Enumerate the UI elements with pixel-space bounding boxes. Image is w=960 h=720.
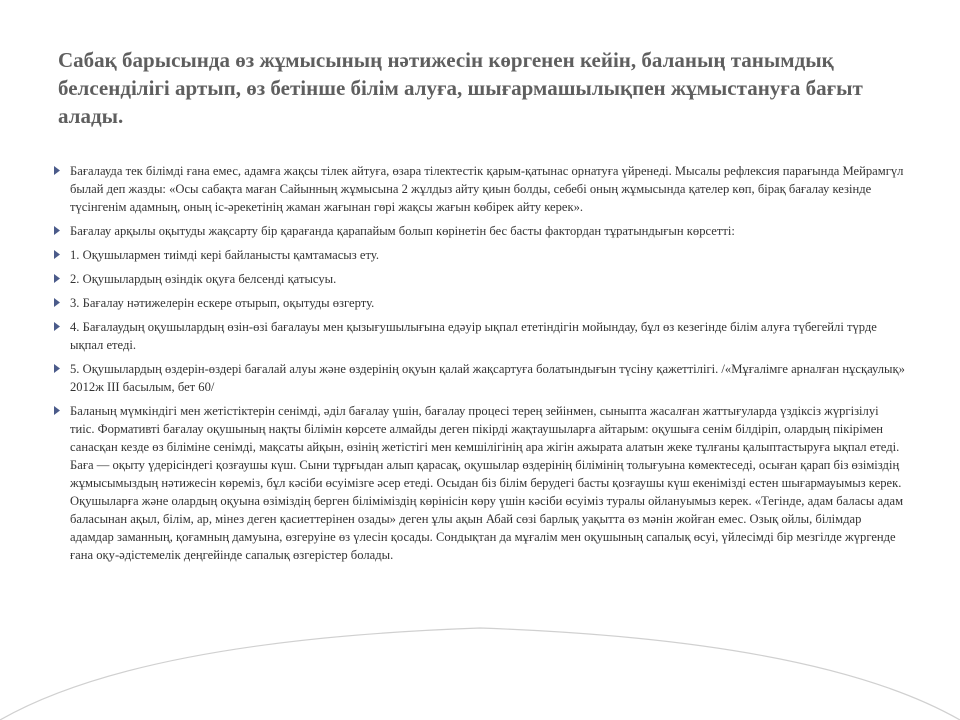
- decorative-arc: [0, 600, 960, 720]
- bullet-text: 3. Бағалау нәтижелерін ескере отырып, оқытуды өзгерту.: [70, 296, 375, 310]
- bullet-item: [46, 318, 906, 354]
- triangle-bullet-icon: [54, 406, 60, 415]
- bullet-item: [46, 162, 906, 216]
- bullet-item: [46, 294, 906, 312]
- bullet-text: 2. Оқушылардың өзіндік оқуға белсенді қатысуы.: [70, 272, 337, 286]
- bullet-item: [46, 360, 906, 396]
- bullet-text: 1. Оқушылармен тиімді кері байланысты қамтамасыз ету.: [70, 248, 379, 262]
- bullet-text: 4. Бағалаудың оқушылардың өзін-өзі бағалауы мен қызығушылығына едәуір ықпал ететіндігін мойындау, бұл өз кезегінде білім алуға түбегейлі түрде ықпал етеді.: [70, 320, 877, 352]
- bullet-text: 5. Оқушылардың өздерін-өздері бағалай алуы және өздерінің оқуын қалай жақсартуға болатындығын түсіну қажеттілігі. /«Мұғалімге арналған нұсқаулық» 2012ж ІІІ басылым, бет 60/: [70, 362, 905, 394]
- triangle-bullet-icon: [54, 274, 60, 283]
- bullet-text: Бағалау арқылы оқытуды жақсарту бір қарағанда қарапайым болып көрінетін бес басты фактордан тұратындығын көрсетті:: [70, 224, 735, 238]
- triangle-bullet-icon: [54, 364, 60, 373]
- triangle-bullet-icon: [54, 166, 60, 175]
- triangle-bullet-icon: [54, 322, 60, 331]
- bullet-list: [46, 162, 906, 570]
- bullet-item: [46, 246, 906, 264]
- bullet-text: Бағалауда тек білімді ғана емес, адамға жақсы тілек айтуға, өзара тілектестік қарым-қатынас орнатуға үйренеді. Мысалы рефлексия парағында Мейрамгүл былай деп жазды: «Осы сабақта маған Сайынның жұмысына 2 жұлдыз айту қиын болды, себебі оның жұмысында қателер көп, бірақ бағалау кезінде түсінгенім адамның, оның іс-әрекетінің жаман жағынан гөрі жақсы жағын көбірек айту керек».: [70, 164, 904, 214]
- triangle-bullet-icon: [54, 250, 60, 259]
- bullet-item: [46, 402, 906, 564]
- triangle-bullet-icon: [54, 298, 60, 307]
- bullet-item: [46, 222, 906, 240]
- bullet-item: [46, 270, 906, 288]
- bullet-text: Баланың мүмкіндігі мен жетістіктерін сенімді, әділ бағалау үшін, бағалау процесі терең зейінмен, сыныпта жасалған жаттығуларда үздіксіз жүргізілуі тиіс. Формативті бағалау оқушының нақты білімін көрсете алмайды деген пікірді жақтаушыларға айтарым: оқушыға сенім білдіріп, олардың пікірімен санасқан кезде өз біліміне сенімді, мақсаты айқын, өзінің жетістігі мен кемшілігінің ара жігін ажырата алатын жеке тұлғаны қалыптастыруға ықпал етеді. Баға — оқыту үдерісіндегі қозғаушы күш. Сыни тұрғыдан алып қарасақ, оқушылар өздерінің білімінің толығуына көмектеседі, осыған қарап біз өзіміздің жұмысымыздың нәтижесін көреміз, бұл кәсіби өсуімізге әсер етеді. Осыдан біз білім берудегі басты қозғаушы күш екенімізді естен шығармауымыз керек. Оқушыларға және олардың оқуына өзіміздің берген біліміміздің көрінісін көру үшін кәсіби өсуіміз туралы ойлануымыз керек. «Тегінде, адам баласы адам баласынан ақыл, білім, ар, мінез деген қасиеттерінен озады» деген ұлы ақын Абай сөзі барлық уақытта өз мәнін жойған емес. Озық ойлы, білімдар адамдар заманның, қоғамның дамуына, өзгеруіне өз үлесін қосады. Сондықтан да мұғалім мен оқушының сапалық өсуі, үйлесімді бір мезгілде жүргенде ғана оқу-әдістемелік деңгейінде сапалық өзгерістер болады.: [70, 404, 904, 562]
- triangle-bullet-icon: [54, 226, 60, 235]
- slide-title: Сабақ барысында өз жұмысының нәтижесін көргенен кейін, баланың танымдық белсенділігі артып, өз бетінше білім алуға, шығармашылықпен жұмыстануға бағыт алады.: [58, 48, 863, 128]
